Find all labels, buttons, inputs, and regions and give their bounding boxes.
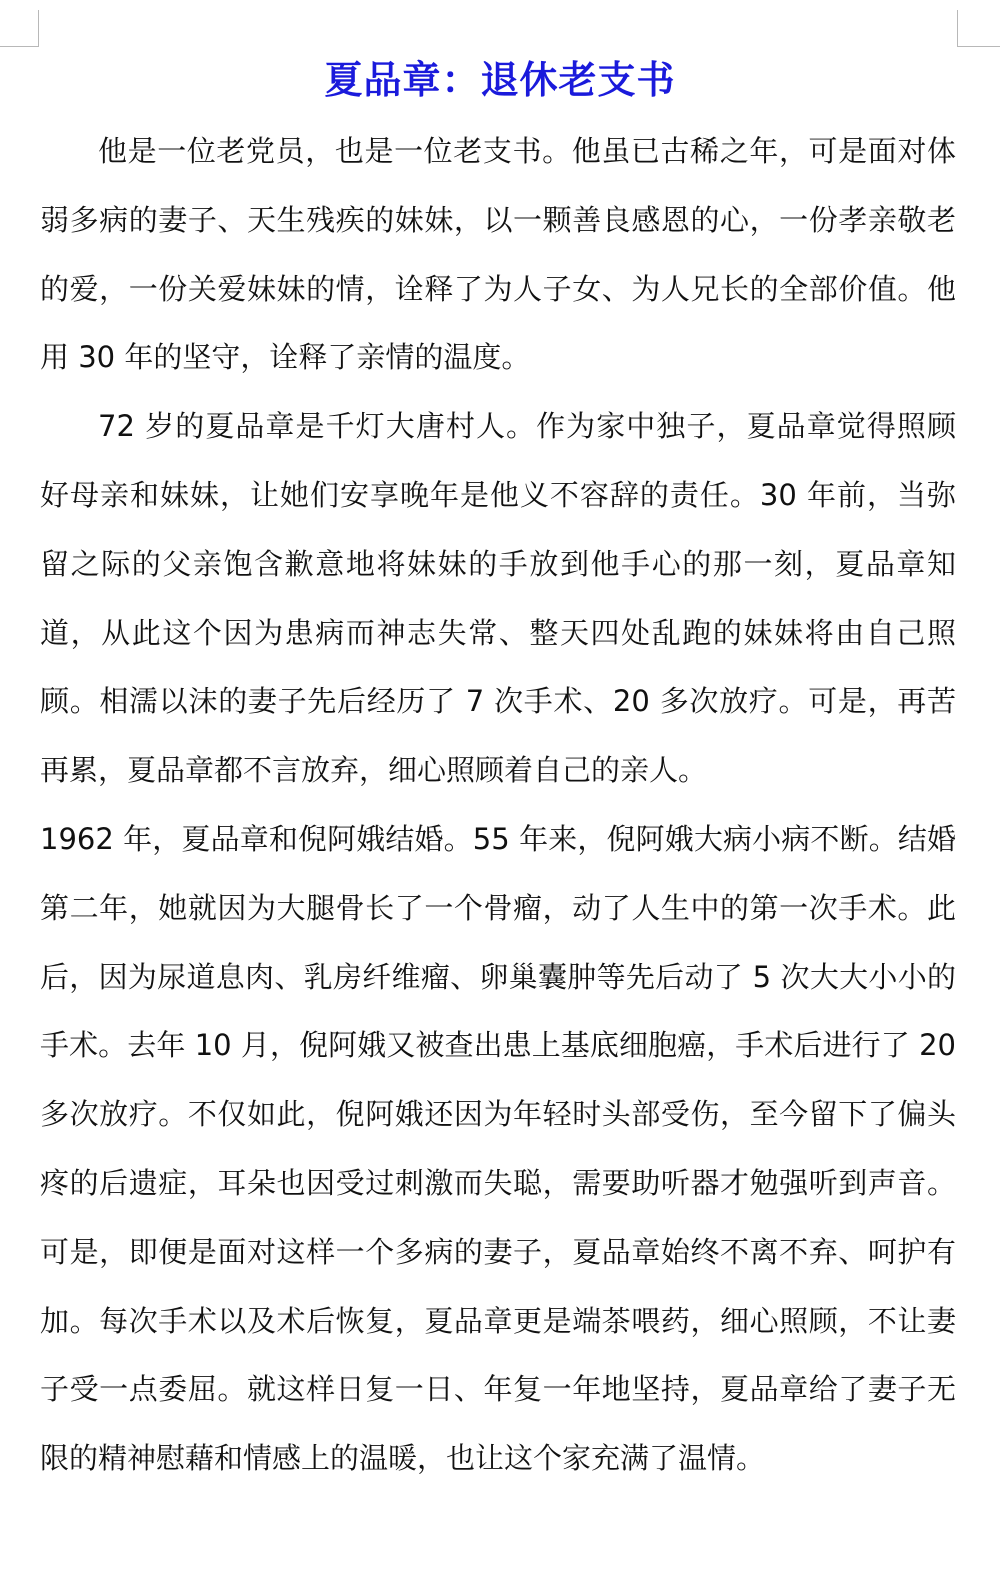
- paragraph-1: 他是一位老党员，也是一位老支书。他虽已古稀之年，可是面对体弱多病的妻子、天生残疾的妹妹，以一颗善良感恩的心，一份孝亲敬老的爱，一份关爱妹妹的情，诠释了为人子女、为人兄长的全部价值。他用 30 年的坚守，诠释了亲情的温度。: [40, 134, 956, 375]
- document-body: [40, 117, 956, 1493]
- page-margin-corner-top-right: [957, 10, 1000, 47]
- document-title: 夏品章：退休老支书: [324, 57, 676, 102]
- paragraph-3: 1962 年，夏品章和倪阿娥结婚。55 年来，倪阿娥大病小病不断。结婚第二年，她就因为大腿骨长了一个骨瘤，动了人生中的第一次手术。此后，因为尿道息肉、乳房纤维瘤、卵巢囊肿等先后动了 5 次大大小小的手术。去年 10 月，倪阿娥又被查出患上基底细胞癌，手术后进行了 20 多次放疗。不仅如此，倪阿娥还因为年轻时头部受伤，至今留下了偏头疼的后遗症，耳朵也因受过刺激而失聪，需要助听器才勉强听到声音。可是，即便是面对这样一个多病的妻子，夏品章始终不离不弃、呵护有加。每次手术以及术后恢复，夏品章更是端茶喂药，细心照顾，不让妻子受一点委屈。就这样日复一日、年复一年地坚持，夏品章给了妻子无限的精神慰藉和情感上的温暖，也让这个家充满了温情。: [40, 821, 956, 1476]
- paragraph-2: 72 岁的夏品章是千灯大唐村人。作为家中独子，夏品章觉得照顾好母亲和妹妹，让她们安享晚年是他义不容辞的责任。30 年前，当弥留之际的父亲饱含歉意地将妹妹的手放到他手心的那一刻，夏品章知道，从此这个因为患病而神志失常、整天四处乱跑的妹妹将由自己照顾。相濡以沫的妻子先后经历了 7 次手术、20 多次放疗。可是，再苦再累，夏品章都不言放弃，细心照顾着自己的亲人。: [40, 409, 956, 788]
- page-margin-corner-top-left: [0, 10, 39, 47]
